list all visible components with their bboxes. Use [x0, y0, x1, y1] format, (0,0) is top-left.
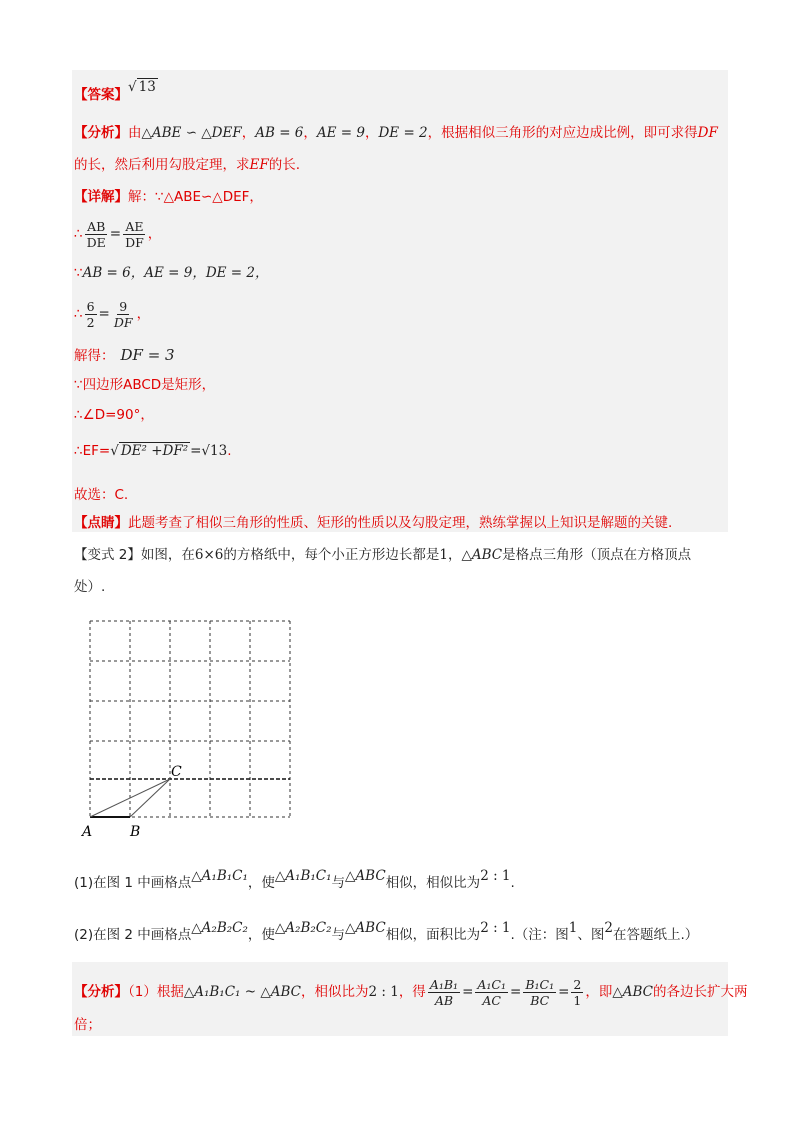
- question-1: (1)在图 1 中画格点△A₁B₁C₁，使△A₁B₁C₁与△ABC相似，相似比为2 : 1.: [74, 868, 515, 891]
- comment-line: 【点睛】此题考查了相似三角形的性质、矩形的性质以及勾股定理，熟练掌握以上知识是解题的关键.: [74, 515, 673, 531]
- answer-line: [74, 79, 158, 106]
- answer-value: √ 13: [128, 79, 156, 95]
- detail-intro: 【详解】解：∵△ABE∽△DEF，: [74, 189, 263, 205]
- segment-bc: [130, 779, 170, 817]
- detail-ef: ∴EF=√ DE² +DF² =√13.: [74, 443, 232, 459]
- variant-line-1: 【变式 2】如图，在6×6的方格纸中，每个小正方形边长都是1，△ABC是格点三角形（顶点在方格顶点: [74, 547, 692, 563]
- variant-line-2: 处）.: [74, 579, 106, 595]
- analysis-line-2: 的长，然后利用勾股定理，求EF的长.: [74, 157, 301, 173]
- label-c: C: [171, 764, 182, 780]
- choice-line: 故选：C.: [74, 487, 129, 503]
- grid-lines: [90, 621, 290, 817]
- label-a: A: [82, 824, 93, 840]
- detail-angle: ∴∠D=90°，: [74, 407, 154, 423]
- analysis-line-1: 【分析】由△ABE ∽ △DEF，AB = 6，AE = 9，DE = 2，根据相似三角形的对应边成比例，即可求得DF: [74, 125, 718, 141]
- grid-figure: [80, 612, 300, 842]
- detail-given: ∵AB = 6，AE = 9，DE = 2，: [74, 265, 269, 281]
- detail-proportion-1: ∴ $\frac{AB}{DE}$ = $\frac{AE}{DF}$ ，: [74, 218, 162, 250]
- detail-rect: ∵四边形ABCD是矩形，: [74, 377, 216, 393]
- detail-proportion-2: ∴ $\frac{6}{2}$ = $\frac{9}{DF}$ ，: [74, 298, 151, 330]
- question-2: (2)在图 2 中画格点△A₂B₂C₂，使△A₂B₂C₂与△ABC相似，面积比为2 : 1.（注：图1、图2在答题纸上.）: [74, 920, 699, 943]
- analysis2-line-1: 【分析】（1）根据△A₁B₁C₁ ~ △ABC，相似比为2 : 1，得 $\frac{\text{A₁B₁}}{AB}$ = $\frac{\text{A₁C₁}}{AC}$ = $\frac{\text{B₁C₁}}{BC}$ = $\frac{2}{1}$ ，即△ABC的各边长扩大两: [74, 976, 748, 1008]
- answer-tag: 【答案】: [74, 87, 128, 103]
- detail-solve: 解得： DF = 3: [74, 346, 175, 364]
- analysis2-line-2: 倍；: [74, 1017, 101, 1033]
- label-b: B: [130, 824, 141, 840]
